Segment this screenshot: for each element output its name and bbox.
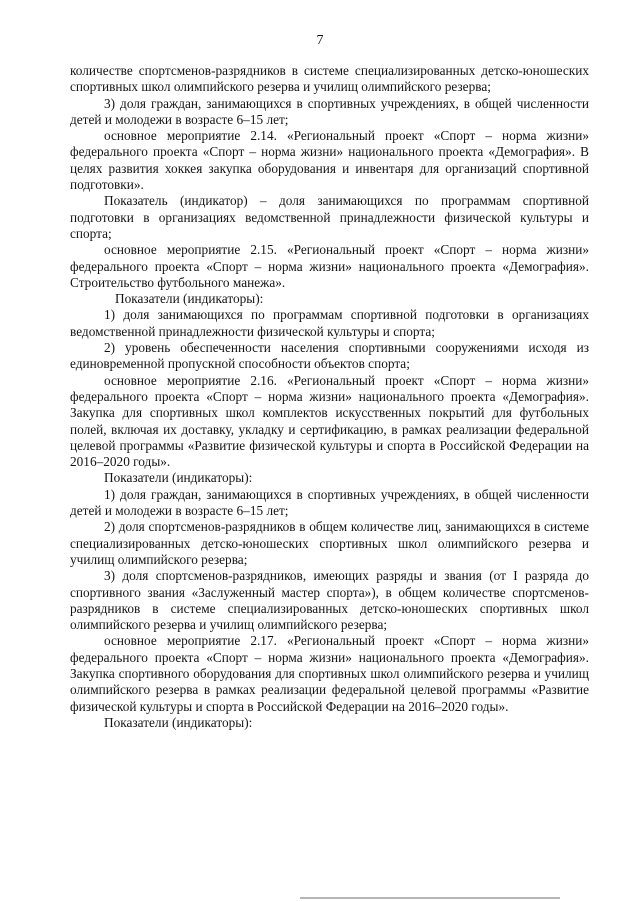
indicator-item: 1) доля занимающихся по программам спортивной подготовки в организациях ведомственной принадлежности физической культуры и спорта; <box>70 307 589 339</box>
measure-paragraph: основное мероприятие 2.15. «Региональный проект «Спорт – норма жизни» федерального проекта «Спорт – норма жизни» национального проекта «Демография». Строительство футбольного манежа». <box>70 242 589 290</box>
indicator-item: 3) доля спортсменов-разрядников, имеющих разряды и звания (от I разряда до спортивного звания «Заслуженный мастер спорта»), в общем количестве спортсменов-разрядников в системе специализированных детско-юношеских спортивных школ олимпийского резерва и училищ олимпийского резерва; <box>70 568 589 633</box>
page-number: 7 <box>316 33 324 48</box>
indicator-item: 2) доля спортсменов-разрядников в общем количестве лиц, занимающихся в системе специализированных детско-юношеских спортивных школ олимпийского резерва и училищ олимпийского резерва; <box>70 519 589 567</box>
indicator-item: 3) доля граждан, занимающихся в спортивных учреждениях, в общей численности детей и молодежи в возрасте 6–15 лет; <box>70 95 589 127</box>
indicators-heading: Показатели (индикаторы): <box>115 291 264 307</box>
paragraph-continuation: количестве спортсменов-разрядников в системе специализированных детско-юношеских спортивных школ олимпийского резерва и училищ олимпийского резерва; <box>70 63 589 95</box>
measure-paragraph: основное мероприятие 2.14. «Региональный проект «Спорт – норма жизни» федерального проекта «Спорт – норма жизни» национального проекта «Демография». В целях развития хоккея закупка оборудования и инвентаря для организаций спортивной подготовки». <box>70 128 589 193</box>
measure-paragraph: основное мероприятие 2.16. «Региональный проект «Спорт – норма жизни» федерального проекта «Спорт – норма жизни» национального проекта «Демография». Закупка для спортивных школ комплектов искусственных покрытий для футбольных полей, включая их доставку, укладку и сертификацию, в рамках реализации федеральной целевой программы «Развитие физической культуры и спорта в Российской Федерации на 2016–2020 годы». <box>70 372 589 470</box>
measure-paragraph: основное мероприятие 2.17. «Региональный проект «Спорт – норма жизни» федерального проекта «Спорт – норма жизни» национального проекта «Демография». Закупка спортивного оборудования для спортивных школ олимпийского резерва и училищ олимпийского резерва в рамках реализации федеральной целевой программы «Развитие физической культуры и спорта в Российской Федерации на 2016–2020 годы». <box>70 633 589 714</box>
indicator-item: 1) доля граждан, занимающихся в спортивных учреждениях, в общей численности детей и молодежи в возрасте 6–15 лет; <box>70 486 589 519</box>
indicator-paragraph: Показатель (индикатор) – доля занимающихся по программам спортивной подготовки в организациях ведомственной принадлежности физической культуры и спорта; <box>70 193 589 241</box>
indicators-heading: Показатели (индикаторы): <box>104 714 253 730</box>
indicators-heading: Показатели (индикаторы): <box>104 470 253 486</box>
scan-edge-line <box>300 897 560 899</box>
document-body <box>70 63 589 731</box>
indicator-item: 2) уровень обеспеченности населения спортивными сооружениями исходя из единовременной пропускной способности объектов спорта; <box>70 340 589 372</box>
